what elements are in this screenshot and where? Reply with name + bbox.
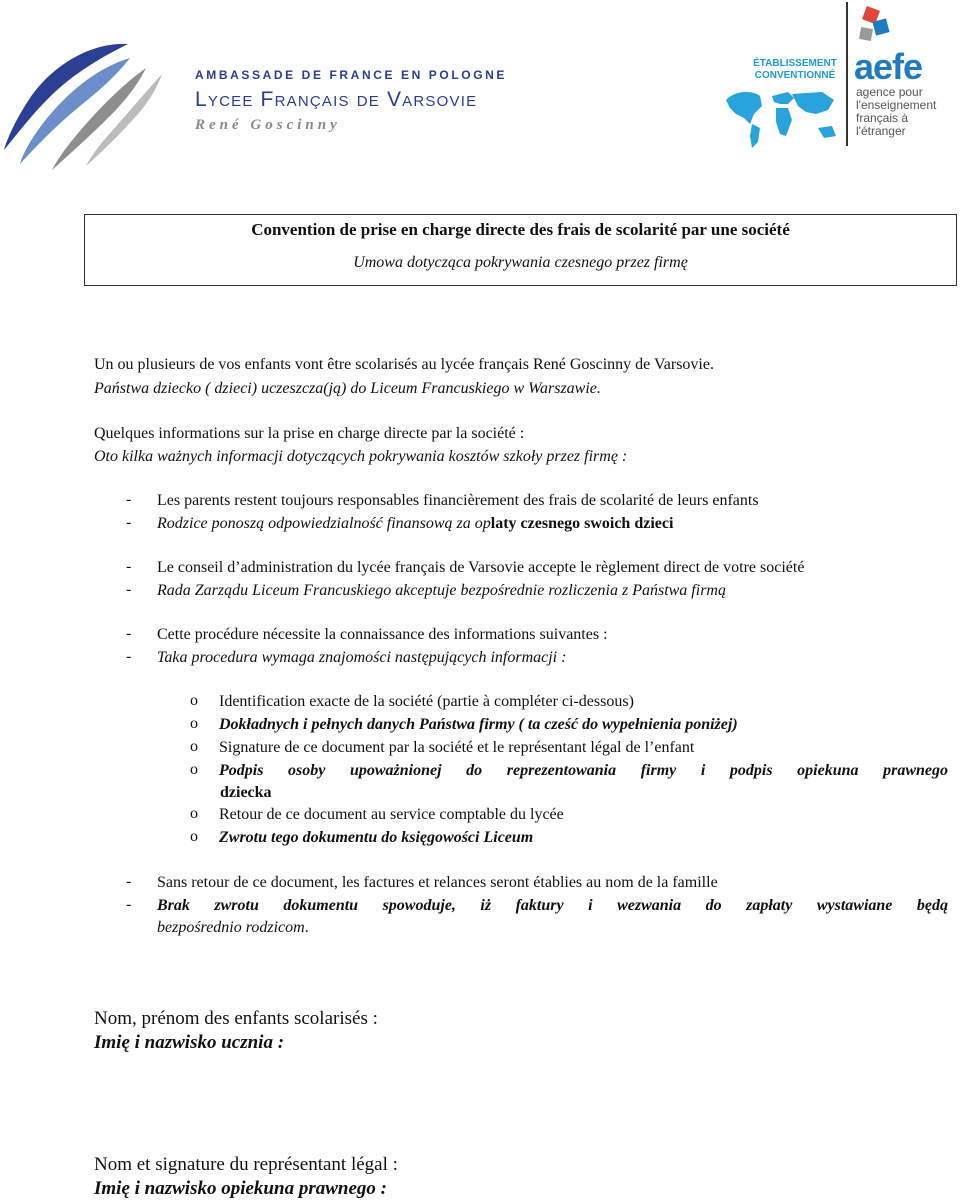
info-heading-fr: Quelques informations sur la prise en charge directe par la société : xyxy=(94,425,525,442)
aefe-wordmark: aefe xyxy=(854,46,923,87)
lycee-logo-swoosh xyxy=(0,38,175,173)
last-point-fr: Sans retour de ce document, les factures et relances seront établies au nom de la famille xyxy=(157,874,718,891)
children-name-label-fr: Nom, prénom des enfants scolarisés : xyxy=(94,1008,378,1029)
dash-marker: - xyxy=(126,625,132,642)
bullet-marker: o xyxy=(190,692,198,709)
point1-pl-bold: laty czesnego swoich dzieci xyxy=(490,515,674,532)
bullet-marker: o xyxy=(190,761,198,778)
subitem3-pl: Zwrotu tego dokumentu do księgowości Liceum xyxy=(219,829,534,846)
dash-marker: - xyxy=(126,491,132,508)
dash-marker: - xyxy=(126,581,132,598)
subitem2-pl-line1: Podpis osoby upoważnionej do reprezentowania firmy i podpis opiekuna prawnego xyxy=(219,762,948,779)
legal-rep-label-fr: Nom et signature du représentant légal : xyxy=(94,1154,398,1175)
last-point-period: . xyxy=(304,919,309,936)
point3-pl: Taka procedura wymaga znajomości następujących informacji : xyxy=(157,649,567,666)
point1-fr: Les parents restent toujours responsables financièrement des frais de scolarité de leurs enfants xyxy=(157,492,759,509)
bullet-marker: o xyxy=(190,828,198,845)
embassy-line: AMBASSADE DE FRANCE EN POLOGNE xyxy=(195,68,508,82)
point2-pl: Rada Zarządu Liceum Francuskiego akceptuje bezpośrednie rozliczenia z Państwa firmą xyxy=(157,582,726,599)
bullet-marker: o xyxy=(190,805,198,822)
dash-marker: - xyxy=(126,896,132,913)
intro-pl: Państwa dziecko ( dzieci) uczeszcza(ją) do Liceum Francuskiego w Warszawie. xyxy=(94,380,601,397)
dash-marker: - xyxy=(126,648,132,665)
aefe-divider xyxy=(846,2,848,146)
children-name-label-pl: Imię i nazwisko ucznia : xyxy=(94,1032,285,1053)
last-point-pl-line2 xyxy=(157,918,309,938)
subitem3-fr: Retour de ce document au service comptable du lycée xyxy=(219,806,564,823)
bullet-marker: o xyxy=(190,715,198,732)
point2-fr: Le conseil d’administration du lycée français de Varsovie accepte le règlement direct de votre société xyxy=(157,559,805,576)
point1-pl xyxy=(157,514,673,534)
school-patron: René Goscinny xyxy=(195,117,341,133)
subitem2-pl-line2: dziecka xyxy=(220,784,272,801)
last-point-pl-line2-text: bezpośrednio rodzicom xyxy=(157,919,305,936)
subitem1-pl: Dokładnych i pełnych danych Państwa firmy ( ta cześć do wypełnienia poniżej) xyxy=(219,716,738,733)
subitem2-fr: Signature de ce document par la société et le représentant légal de l’enfant xyxy=(219,739,695,756)
last-point-pl-line1: Brak zwrotu dokumentu spowoduje, iż faktury i wezwania do zapłaty wystawiane będą xyxy=(157,897,948,914)
dash-marker: - xyxy=(126,873,132,890)
etablissement-conventionne-badge: ÉTABLISSEMENT CONVENTIONNÉ xyxy=(753,58,837,81)
info-heading-pl: Oto kilka ważnych informacji dotyczących pokrywania kosztów szkoły przez firmę : xyxy=(94,448,628,465)
document-title-fr: Convention de prise en charge directe des frais de scolarité par une société xyxy=(251,220,790,239)
document-title-pl: Umowa dotycząca pokrywania czesnego przez firmę xyxy=(353,254,688,271)
intro-fr: Un ou plusieurs de vos enfants vont être scolarisés au lycée français René Goscinny de Varsovie. xyxy=(94,356,714,373)
point3-fr: Cette procédure nécessite la connaissance des informations suivantes : xyxy=(157,626,608,643)
legal-rep-label-pl: Imię i nazwisko opiekuna prawnego : xyxy=(94,1178,387,1199)
world-map-icon xyxy=(722,84,842,150)
dash-marker: - xyxy=(126,558,132,575)
aefe-cubes-icon xyxy=(856,4,896,48)
subitem1-fr: Identification exacte de la société (partie à compléter ci-dessous) xyxy=(219,693,634,710)
bullet-marker: o xyxy=(190,738,198,755)
point1-pl-italic: Rodzice ponoszą odpowiedzialność finansową za op xyxy=(157,515,491,532)
aefe-subtitle: agence pour l'enseignement français à l'étranger xyxy=(856,85,937,138)
school-name: Lycee Français de Varsovie xyxy=(195,88,478,111)
dash-marker: - xyxy=(126,514,132,531)
